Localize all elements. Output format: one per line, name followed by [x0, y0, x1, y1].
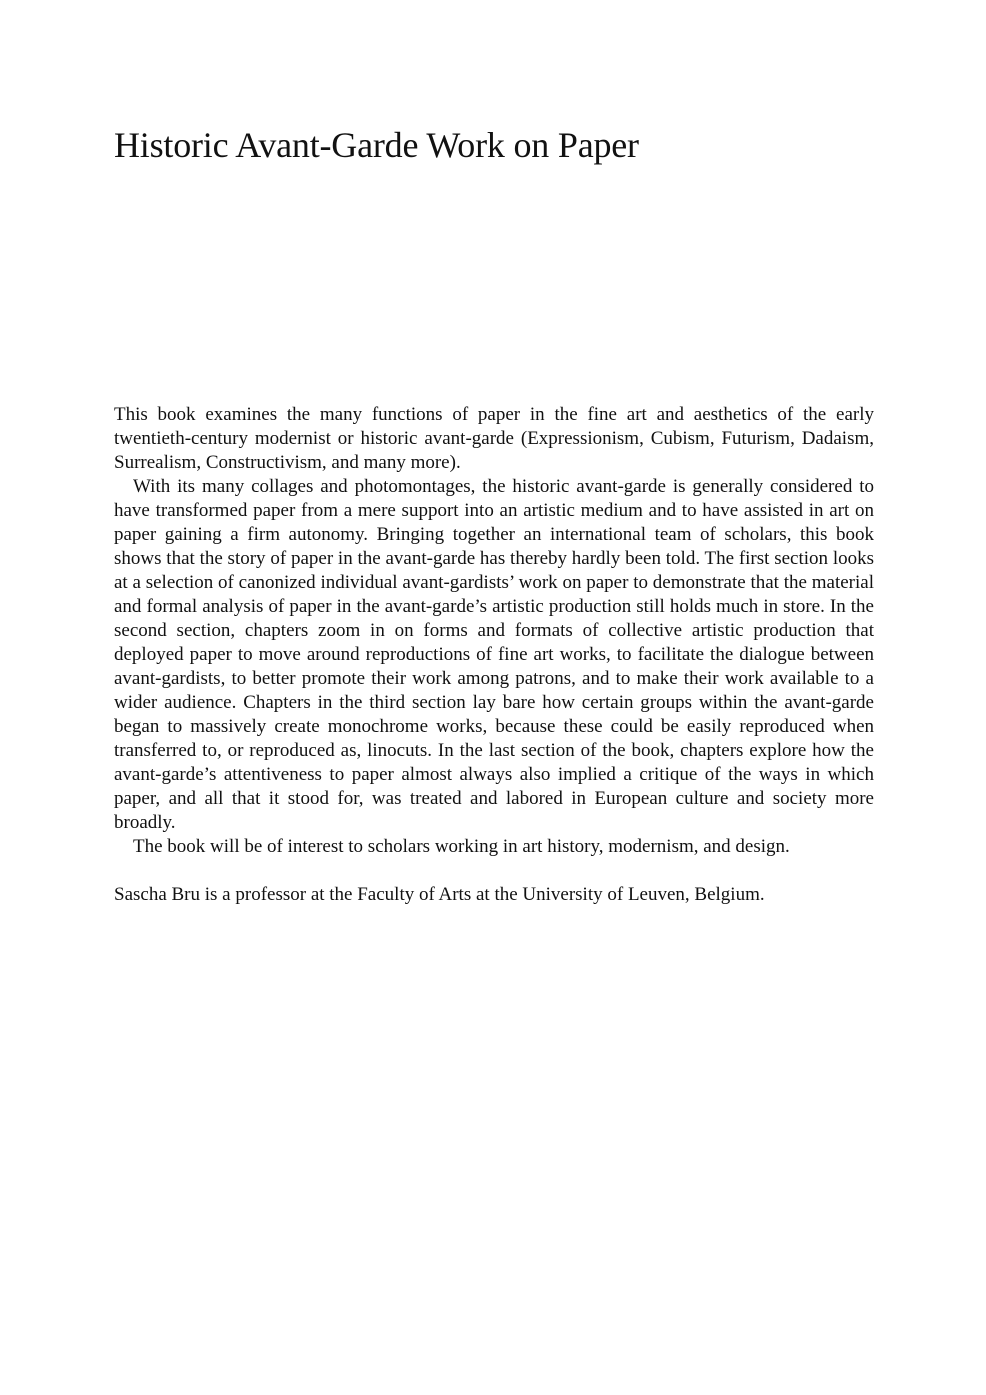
paragraph-intro: This book examines the many functions of paper in the fine art and aesthetics of the early twentieth-century modernist or historic avant-garde (Expressionism, Cubism, Futurism, Dadaism, Surrealism, Constructivism, and many more). [114, 404, 874, 473]
description-text [114, 403, 874, 907]
paragraph-audience: The book will be of interest to scholars working in art history, modernism, and design. [133, 836, 790, 857]
author-note: Sascha Bru is a professor at the Faculty of Arts at the University of Leuven, Belgium. [114, 884, 765, 905]
page-title: Historic Avant-Garde Work on Paper [114, 125, 639, 165]
paragraph-main: With its many collages and photomontages, the historic avant-garde is generally considered to have transformed paper from a mere support into an artistic medium and to have assisted in art on paper gaining a firm autonomy. Bringing together an international team of scholars, this book shows that the story of paper in the avant-garde has thereby hardly been told. The first section looks at a selection of canonized individual avant-gardists’ work on paper to demonstrate that the material and formal analysis of paper in the avant-garde’s artistic production still holds much in store. In the second section, chapters zoom in on forms and formats of collective artistic production that deployed paper to move around reproductions of fine art works, to facilitate the dialogue between avant-gardists, to better promote their work among patrons, and to make their work available to a wider audience. Chapters in the third section lay bare how certain groups within the avant-garde began to massively create monochrome works, because these could be easily reproduced when transferred to, or reproduced as, linocuts. In the last section of the book, chapters explore how the avant-garde’s attentiveness to paper almost always also implied a critique of the ways in which paper, and all that it stood for, was treated and labored in European culture and society more broadly. [114, 476, 874, 833]
